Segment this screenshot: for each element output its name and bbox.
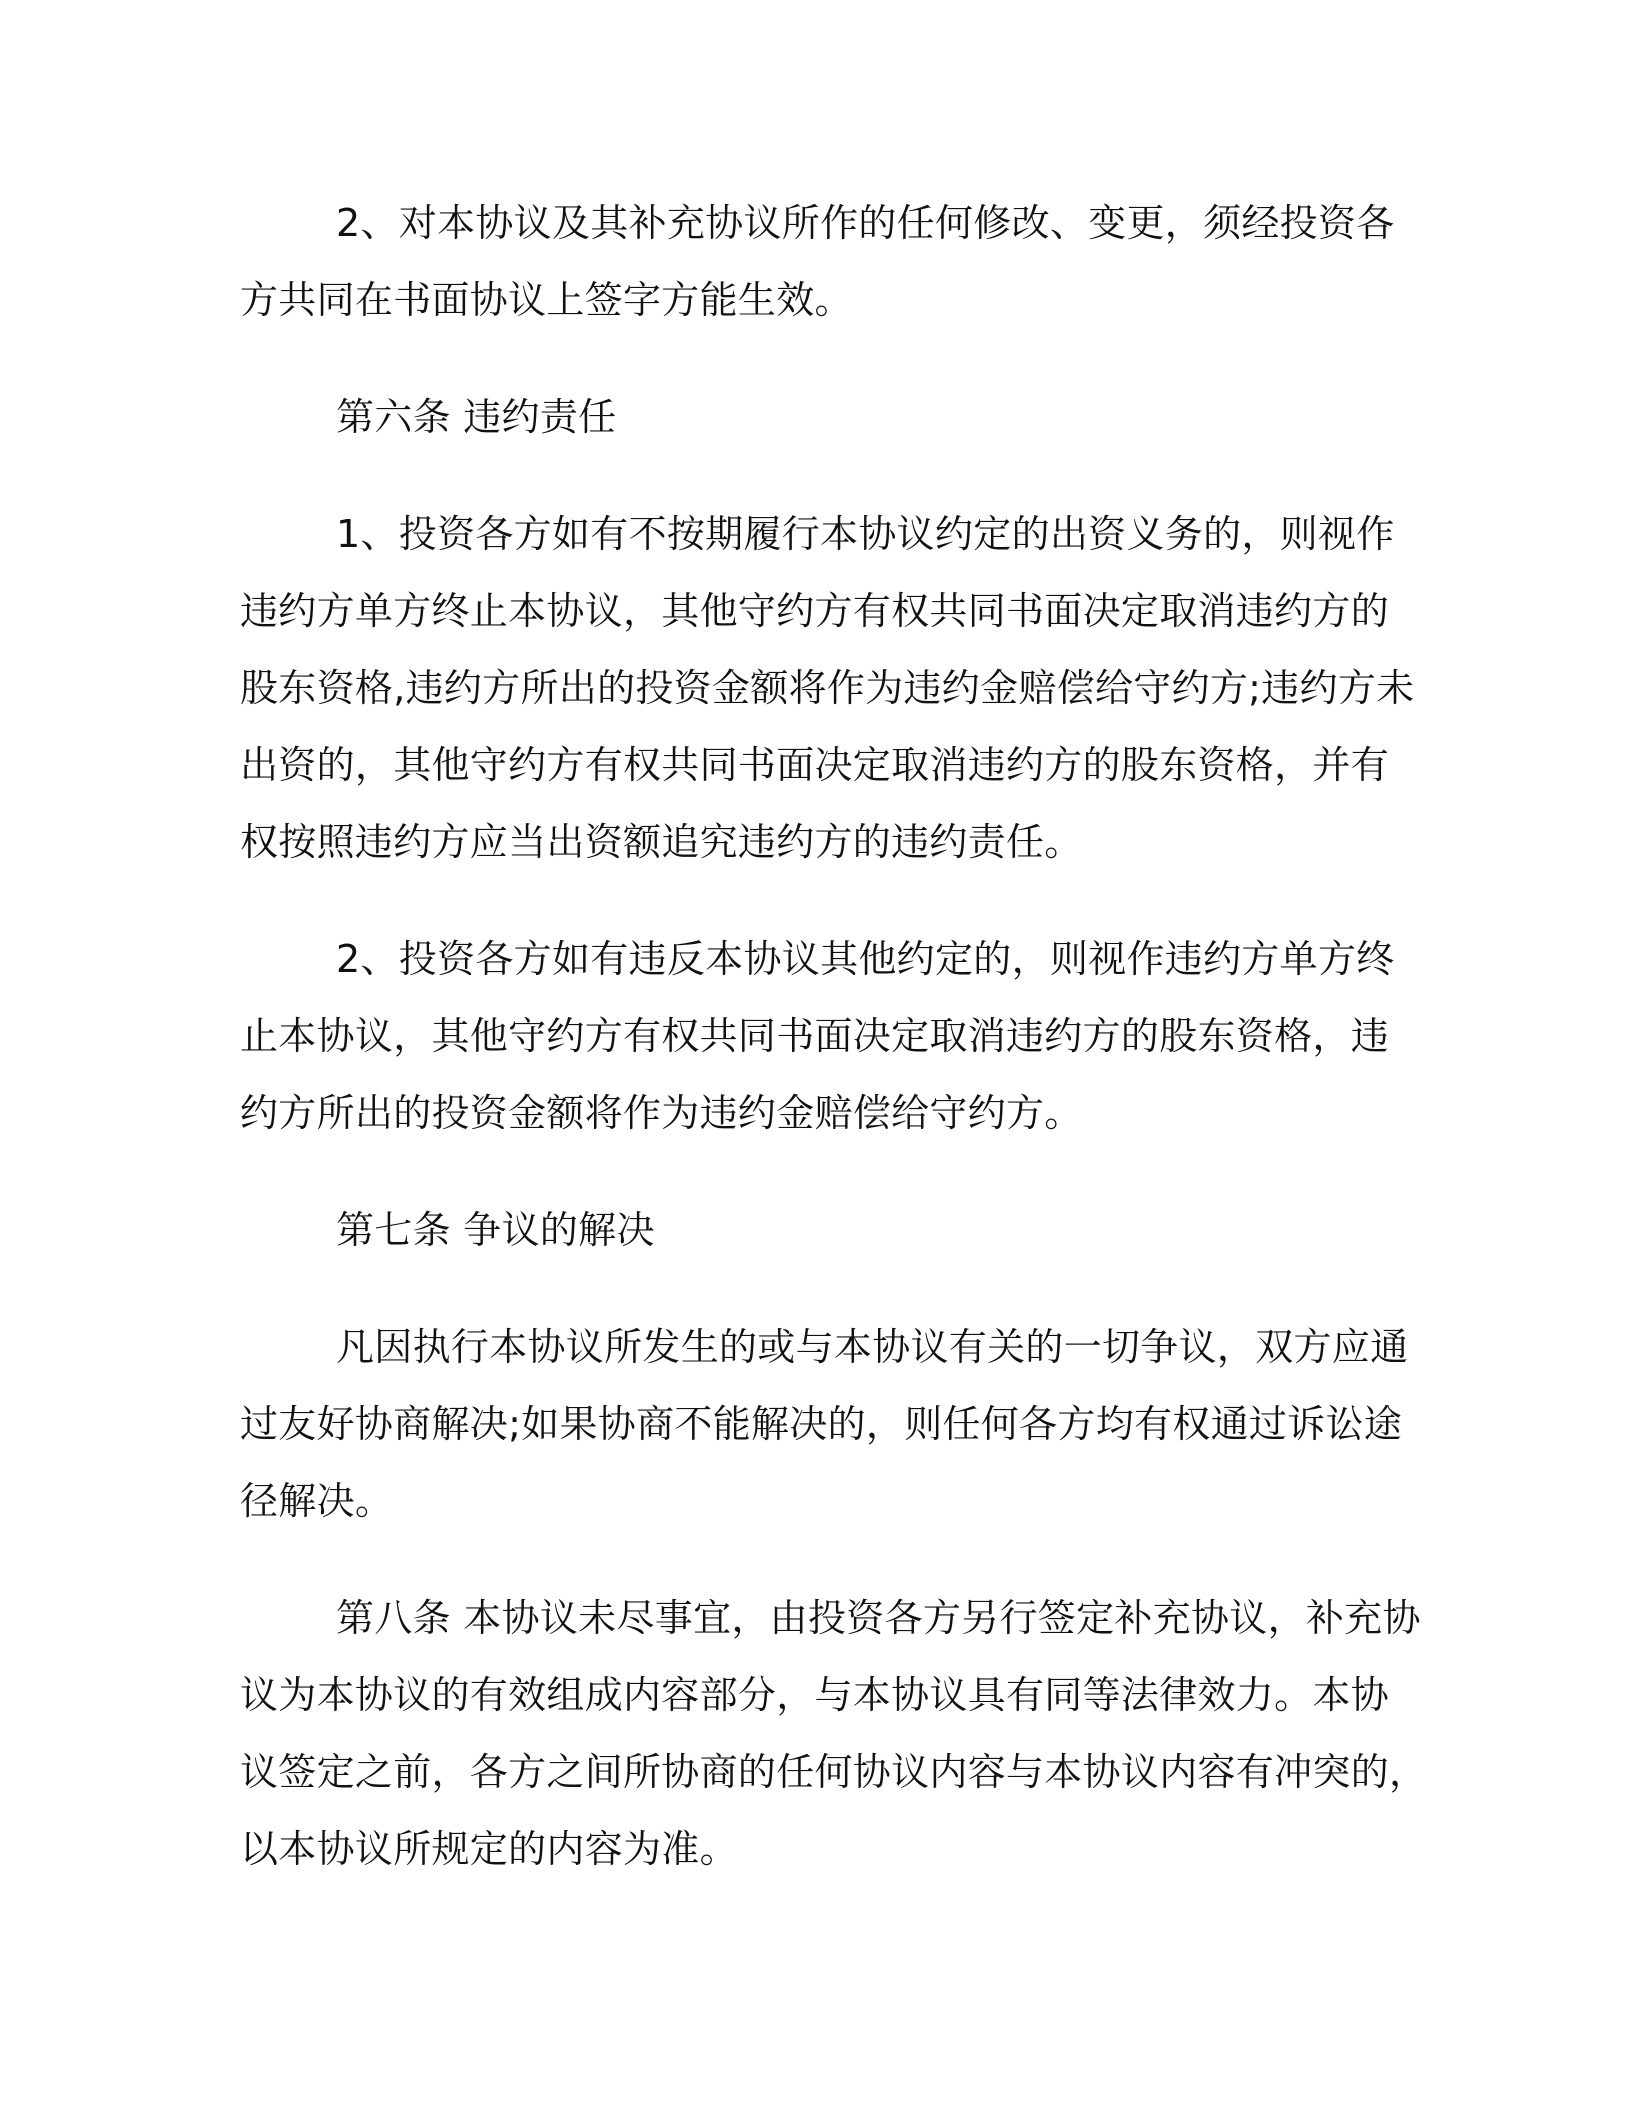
article8-body <box>240 1580 1428 1888</box>
article6-clause2 <box>240 921 1395 1152</box>
text-line: 2、对本协议及其补充协议所作的任何修改、变更，须经投资各 <box>336 201 1395 245</box>
text-line: 议签定之前，各方之间所协商的任何协议内容与本协议内容有冲突的， <box>240 1750 1428 1794</box>
text-line: 径解决。 <box>240 1479 394 1523</box>
article6-heading <box>240 379 1390 456</box>
text-line: 1、投资各方如有不按期履行本协议约定的出资义务的，则视作 <box>336 512 1395 556</box>
document-body <box>240 185 1428 1928</box>
text-line: 止本协议，其他守约方有权共同书面决定取消违约方的股东资格，违 <box>240 1014 1390 1058</box>
article6-clause1 <box>240 496 1415 881</box>
heading-text: 第六条 违约责任 <box>336 395 617 439</box>
text-line: 过友好协商解决;如果协商不能解决的，则任何各方均有权通过诉讼途 <box>240 1402 1403 1446</box>
heading-text: 第七条 争议的解决 <box>336 1208 655 1252</box>
text-line: 第八条 本协议未尽事宜，由投资各方另行签定补充协议，补充协 <box>336 1596 1421 1640</box>
text-line: 权按照违约方应当出资额追究违约方的违约责任。 <box>240 820 1083 864</box>
article7-heading <box>240 1192 1390 1269</box>
text-line: 约方所出的投资金额将作为违约金赔偿给守约方。 <box>240 1091 1083 1135</box>
text-line: 凡因执行本协议所发生的或与本协议有关的一切争议，双方应通 <box>336 1325 1409 1369</box>
text-line: 方共同在书面协议上签字方能生效。 <box>240 278 853 322</box>
text-line: 违约方单方终止本协议，其他守约方有权共同书面决定取消违约方的 <box>240 589 1390 633</box>
article5-clause2 <box>240 185 1395 339</box>
text-line: 以本协议所规定的内容为准。 <box>240 1827 738 1871</box>
article7-body <box>240 1309 1409 1540</box>
text-line: 议为本协议的有效组成内容部分，与本协议具有同等法律效力。本协 <box>240 1673 1390 1717</box>
text-line: 出资的，其他守约方有权共同书面决定取消违约方的股东资格，并有 <box>240 743 1390 787</box>
text-line: 2、投资各方如有违反本协议其他约定的，则视作违约方单方终 <box>336 937 1395 981</box>
text-line: 股东资格,违约方所出的投资金额将作为违约金赔偿给守约方;违约方未 <box>240 666 1415 710</box>
